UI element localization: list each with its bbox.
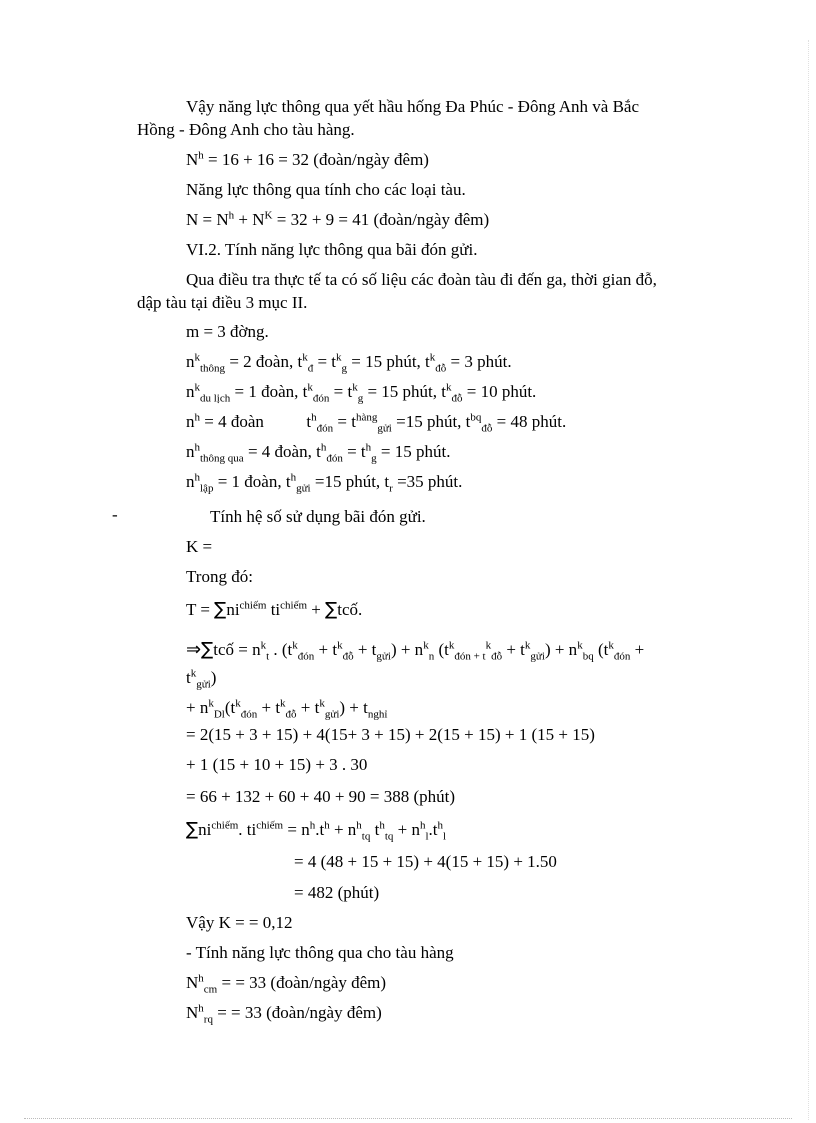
formula-line: = 482 (phút) — [294, 883, 380, 902]
formula-line: ⇒∑tcố = $n^k_t$ . $(t^k_{đón} + t^k_{đỗ} + t_{gửi}) + n^k_n$ $(t^k_{đón + t}^k_{đỗ} + t^k_{gửi}) + n^k_{bq}$ ($t^k_{đón}$ + — [186, 639, 645, 663]
formula-line: $t^k_{gửi}$) — [186, 667, 217, 691]
formula-line: $T = \sum ni^{chiếm}$ $ti^{chiếm}$ + ∑tcố. — [186, 599, 363, 620]
text-line: Hồng - Đông Anh cho tàu hàng. — [137, 120, 355, 139]
formula-line: $N^h_{cm}$ = = 33 (đoàn/ngày đêm) — [186, 972, 387, 996]
text-line: dập tàu tại điều 3 mục II. — [137, 293, 308, 312]
bullet-dash: - — [112, 505, 118, 524]
formula-line: $N = N^h + N^K = 32 + 9 = 41$ (đoàn/ngày đêm) — [186, 209, 490, 229]
text-line: Trong đó: — [186, 567, 253, 586]
text-line: Năng lực thông qua tính cho các loại tàu. — [186, 180, 466, 199]
page-edge — [808, 40, 809, 1120]
text-line: Tính hệ số sử dụng bãi đón gửi. — [210, 507, 426, 526]
text-line: Qua điều tra thực tế ta có số liệu các đoàn tàu đi đến ga, thời gian đỗ, — [186, 270, 657, 289]
formula-line: $n^k_{du lịch} = 1$ đoàn, $t^k_{đón} = t^k_g = 15$ phút, $t^k_{đỗ} = 10$ phút. — [186, 381, 537, 405]
formula-line: $N^h = 16 + 16 = 32$ (đoàn/ngày đêm) — [186, 149, 429, 169]
footer-rule — [24, 1118, 792, 1119]
section-heading: VI.2. Tính năng lực thông qua bãi đón gửi. — [186, 240, 478, 259]
formula-line: $n^h = 4$ đoàn $t^h_{đón} = t^{hàng}_{gửi} =15$ phút, $t^{bq}_{đỗ} = 48$ phút. — [186, 411, 567, 435]
formula-line: = 4 (48 + 15 + 15) + 4(15 + 15) + 1.50 — [294, 852, 557, 871]
formula-line: K = — [186, 537, 213, 556]
text-line: - Tính năng lực thông qua cho tàu hàng — [186, 943, 454, 962]
formula-line: $n^k_{thông} = 2$ đoàn, $t^k_đ = t^k_g = 15$ phút, $t^k_{đỗ} = 3$ phút. — [186, 351, 512, 375]
text-line: m = 3 đờng. — [186, 322, 269, 341]
formula-line: $N^h_{rq}$ = = 33 (đoàn/ngày đêm) — [186, 1002, 382, 1026]
formula-line: $n^h_{lập} = 1$ đoàn, $t^h_{gửi} =15$ phút, $t_r =35$ phút. — [186, 471, 463, 495]
formula-line: $n^h_{thông qua} = 4$ đoàn, $t^h_{đón} = t^h_g = 15$ phút. — [186, 441, 451, 465]
formula-line: + $n^k_{Dl}(t^k_{đón} + t^k_{đỗ} + t^k_{gửi}) + t_{nghỉ}$ — [186, 697, 388, 721]
formula-line: = 66 + 132 + 60 + 40 + 90 = 388 (phút) — [186, 787, 456, 806]
formula-line: + 1 (15 + 10 + 15) + 3 . 30 — [186, 755, 368, 774]
text-line: Vậy năng lực thông qua yết hầu hống Đa Phúc - Đông Anh và Bắc — [186, 97, 640, 116]
formula-line: = 2(15 + 3 + 15) + 4(15+ 3 + 15) + 2(15 + 15) + 1 (15 + 15) — [186, 725, 595, 744]
formula-line: Vậy K = = 0,12 — [186, 913, 293, 932]
formula-line: $\sum ni^{chiếm}$. $ti^{chiếm} = n^h.t^h + n^h_{tq}$ $t^h_{tq} + n^h_l.t^h_l$ — [186, 819, 447, 843]
